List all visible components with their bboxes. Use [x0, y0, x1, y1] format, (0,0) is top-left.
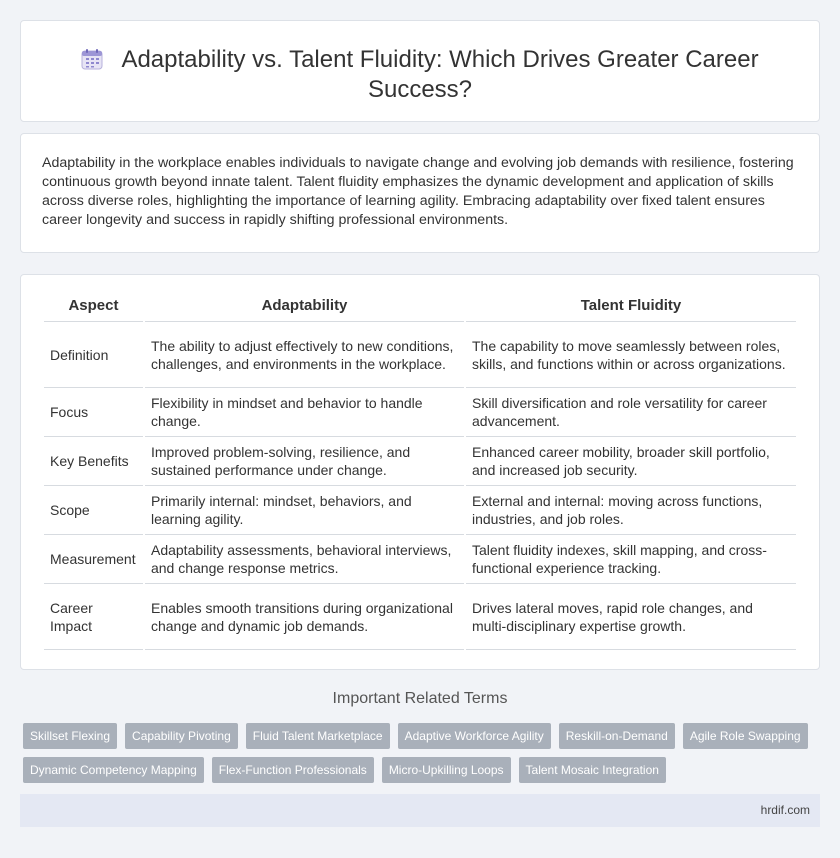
title-card [20, 20, 820, 122]
table-header-row [44, 291, 796, 322]
related-term-tag[interactable]: Micro-Upkilling Loops [382, 757, 511, 783]
related-term-tag[interactable]: Fluid Talent Marketplace [246, 723, 390, 749]
footer-site-link[interactable]: hrdif.com [760, 803, 810, 817]
row-adaptability: The ability to adjust effectively to new conditions, challenges, and environments in the workplace. [145, 322, 464, 388]
header-adaptability: Adaptability [145, 291, 464, 322]
related-term-tag[interactable]: Capability Pivoting [125, 723, 238, 749]
page-title-row [21, 45, 819, 105]
row-talent-fluidity: Drives lateral moves, rapid role changes, and multi-disciplinary expertise growth. [466, 584, 796, 650]
comparison-card [20, 274, 820, 670]
header-aspect: Aspect [44, 291, 143, 322]
row-talent-fluidity: The capability to move seamlessly between roles, skills, and functions within or across organizations. [466, 322, 796, 388]
row-talent-fluidity: Skill diversification and role versatility for career advancement. [466, 388, 796, 437]
row-aspect: Key Benefits [44, 437, 143, 486]
table-row [44, 322, 796, 388]
table-row [44, 437, 796, 486]
related-term-tag[interactable]: Talent Mosaic Integration [519, 757, 666, 783]
comparison-table [42, 291, 798, 650]
calendar-icon [81, 48, 103, 70]
row-aspect: Measurement [44, 535, 143, 584]
footer [20, 794, 820, 827]
related-term-tag[interactable]: Reskill-on-Demand [559, 723, 675, 749]
related-term-tag[interactable]: Adaptive Workforce Agility [398, 723, 551, 749]
row-aspect: Focus [44, 388, 143, 437]
intro-card [20, 133, 820, 253]
row-talent-fluidity: Talent fluidity indexes, skill mapping, and cross-functional experience tracking. [466, 535, 796, 584]
row-aspect: Scope [44, 486, 143, 535]
page-title: Adaptability vs. Talent Fluidity: Which Drives Greater Career Success? [121, 46, 759, 103]
row-adaptability: Primarily internal: mindset, behaviors, and learning agility. [145, 486, 464, 535]
row-aspect: Career Impact [44, 584, 143, 650]
row-adaptability: Adaptability assessments, behavioral interviews, and change response metrics. [145, 535, 464, 584]
row-talent-fluidity: External and internal: moving across functions, industries, and job roles. [466, 486, 796, 535]
related-term-tag[interactable]: Agile Role Swapping [683, 723, 808, 749]
header-talent-fluidity: Talent Fluidity [466, 291, 796, 322]
row-adaptability: Improved problem-solving, resilience, and sustained performance under change. [145, 437, 464, 486]
related-term-tag[interactable]: Dynamic Competency Mapping [23, 757, 204, 783]
row-adaptability: Flexibility in mindset and behavior to handle change. [145, 388, 464, 437]
row-adaptability: Enables smooth transitions during organizational change and dynamic job demands. [145, 584, 464, 650]
table-row [44, 486, 796, 535]
related-term-tag[interactable]: Flex-Function Professionals [212, 757, 374, 783]
intro-paragraph: Adaptability in the workplace enables individuals to navigate change and evolving job demands with resilience, fostering continuous growth beyond innate talent. Talent fluidity emphasizes the dynamic development and application of skills across diverse roles, highlighting the importance of learning agility. Embracing adaptability over fixed talent ensures career longevity and success in rapidly shifting professional environments. [42, 155, 794, 228]
table-row [44, 584, 796, 650]
related-term-tag[interactable]: Skillset Flexing [23, 723, 117, 749]
table-row [44, 535, 796, 584]
related-terms-tags [23, 723, 823, 783]
row-aspect: Definition [44, 322, 143, 388]
row-talent-fluidity: Enhanced career mobility, broader skill portfolio, and increased job security. [466, 437, 796, 486]
table-row [44, 388, 796, 437]
related-terms-title: Important Related Terms [332, 690, 508, 707]
